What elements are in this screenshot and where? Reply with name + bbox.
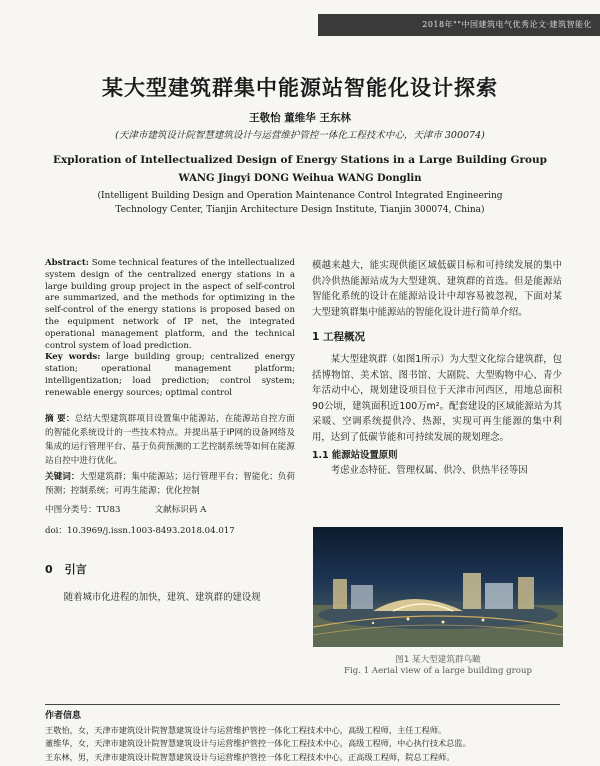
aerial-photo-illustration: [313, 527, 563, 647]
doi: doi：10.3969/j.issn.1003-8493.2018.04.017: [45, 526, 235, 537]
author-info: [45, 710, 585, 764]
aerial-view-photo: [313, 527, 563, 647]
classification: [45, 504, 295, 517]
affiliation-en: (Intelligent Building Design and Operation Maintenance Control Integrated Engineering Technology Center, Tianjin Architecture Design Institute, Tianjin 300074, China): [97, 191, 503, 215]
abstract-en-label: Abstract:: [45, 258, 89, 268]
intro-paragraph: 随着城市化进程的加快，建筑、建筑群的建设规: [63, 591, 261, 603]
clc-number: 中图分类号：TU83: [45, 504, 121, 515]
affiliation-cn: (天津市建筑设计院智慧建筑设计与运营维护管控一体化工程技术中心，天津市 300074): [115, 130, 485, 141]
journal-header-band: 2018年""中国建筑电气优秀论文·建筑智能化: [318, 14, 600, 36]
author-info-line: 董维华，女，天津市建筑设计院智慧建筑设计与运营维护管控一体化工程技术中心，高级工程师，中心执行技术总监。: [45, 738, 471, 748]
authors-en: WANG Jingyi DONG Weihua WANG Donglin: [178, 173, 422, 184]
keywords-cn: [45, 470, 295, 498]
right-para-1: 模越来越大，能实现供能区域低碳目标和可持续发展的集中供冷供热能源站成为大型建筑、建筑群的首选。但是能源站智能化系统的设计在能源站设计中却容易被忽视，下面对某大型建筑群集中能源站的智能化设计进行简单介绍。: [312, 260, 562, 318]
author-info-title: 作者信息: [45, 711, 82, 721]
keywords-en: [45, 352, 295, 399]
abstract-cn: [45, 412, 295, 468]
keywords-cn-label: 关键词：: [45, 471, 80, 482]
abstract-en: [45, 258, 295, 352]
section-0-number: 0: [45, 563, 53, 577]
keywords-cn-text: 大型建筑群；集中能源站；运行管理平台；智能化；负荷预测；控制系统；可再生能源；优化控制: [45, 471, 295, 496]
figure-caption-cn: 图1 某大型建筑群鸟瞰: [395, 655, 481, 665]
paper-title: 某大型建筑群集中能源站智能化设计探索: [102, 76, 498, 100]
paper-title-en: Exploration of Intellectualized Design of Energy Stations in a Large Building Group: [52, 154, 548, 166]
abstract-en-text: Some technical features of the intellectualized system design of the centralized energy stations in a large building group project in the aspect of self-control are summarized, and the methods for optimizing in the self-control of the energy stations is proposed based on the equipment network of IP net, the integrated operational management platform, and the technical control system of load prediction.: [45, 258, 295, 351]
right-para-2: 某大型建筑群（如图1所示）为大型文化综合建筑群，包括博物馆、美术馆、图书馆、大剧院、大型购物中心、青少年活动中心，规划建设项目位于天津市河西区，用地总面积90公顷，建筑面积近100万m²。配套建设的区域能源站为其采暖、空调系统提供冷、热源，实现可再生能源的集中利用，达到了低碳节能和可持续发展的规划理念。: [312, 353, 562, 443]
document-code: 文献标识码 A: [154, 504, 207, 515]
keywords-en-label: Key words:: [45, 352, 101, 363]
abstract-cn-label: 摘 要：: [45, 413, 75, 424]
right-column: [312, 258, 562, 479]
authors: 王敬怡 董维华 王东林: [249, 112, 351, 124]
footer-divider: [45, 704, 560, 705]
author-info-line: 王敬怡，女，天津市建筑设计院智慧建筑设计与运营维护管控一体化工程技术中心，高级工程师，主任工程师。: [45, 724, 447, 735]
author-info-line: 王东林，男，天津市建筑设计院智慧建筑设计与运营维护管控一体化工程技术中心，正高级工程师，院总工程师。: [45, 751, 455, 762]
abstract-cn-text: 总结大型建筑群项目设置集中能源站，在能源站自控方面的智能化系统设计的一些技术特点。并提出基于IP网的设备网络及集成的运行管理平台、基于负荷预测的工艺控制系统等如何在能源站自控中进行优化。: [45, 413, 295, 466]
figure-caption-en: Fig. 1 Aerial view of a large building group: [343, 666, 532, 676]
section-1-heading: 1 工程概况: [312, 331, 365, 344]
section-0-heading: [45, 564, 295, 576]
section-0-title: 引言: [64, 563, 87, 577]
left-column: [45, 258, 295, 605]
subsection-1-1-heading: 1.1 能源站设置原则: [312, 449, 398, 461]
keywords-en-text: large building group; centralized energy station; operational management platform; intelligentization; load prediction; control system; renewable energy sources; optimal control: [45, 352, 295, 398]
right-para-3: 考虑业态特征、管理权属、供冷、供热半径等因: [330, 465, 528, 477]
